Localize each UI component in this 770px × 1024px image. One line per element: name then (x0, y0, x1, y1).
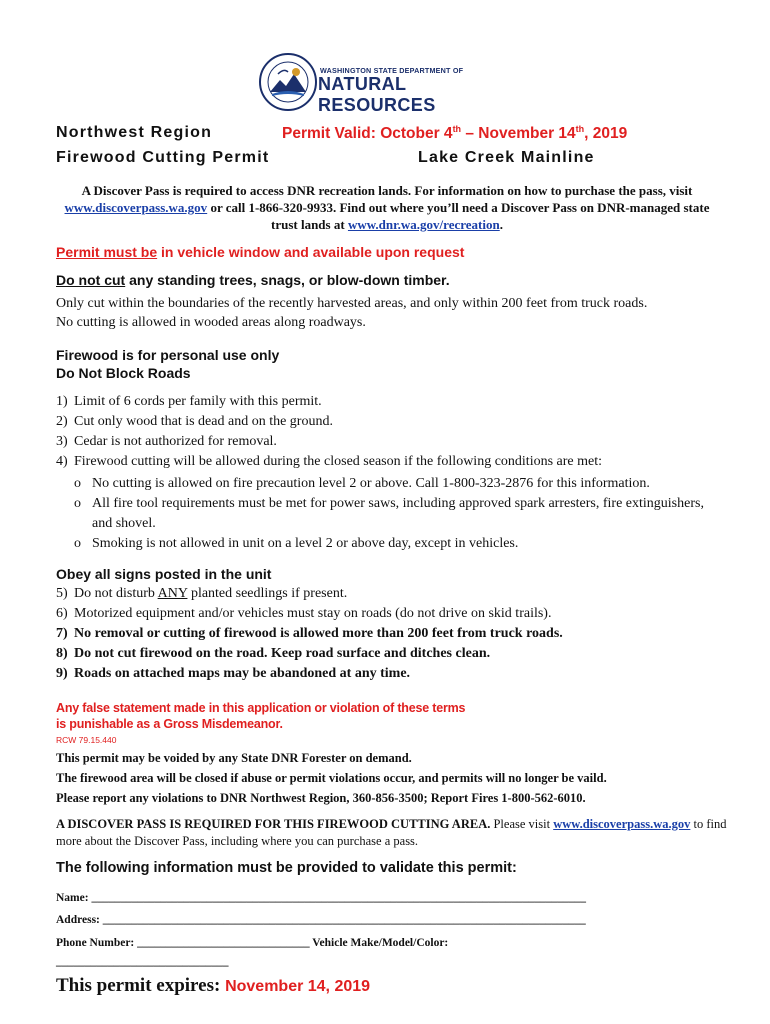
expiration-date: November 14, 2019 (225, 978, 371, 995)
region-title: Northwest Region (56, 124, 213, 141)
phone-vehicle-field[interactable]: Phone Number: ______________________________ Vehicle Make/Model/Color: (56, 937, 449, 949)
no-cut-heading: Do not cut any standing trees, snags, or blow-down timber. (56, 272, 450, 288)
list-item: 3) Cedar is not authorized for removal. (56, 434, 277, 449)
permit-valid-dates: Permit Valid: October 4th – November 14th, 2019 (282, 124, 628, 143)
obey-signs-heading: Obey all signs posted in the unit (56, 566, 272, 582)
list-item: o All fire tool requirements must be met for power saws, including approved spark arresters, fire extinguishers, and shovel. (74, 496, 704, 531)
unit-rules-list (56, 584, 736, 684)
list-item: 8) Do not cut firewood on the road. Keep road surface and ditches clean. (56, 646, 491, 661)
closed-season-conditions (74, 474, 714, 554)
vehicle-field-line[interactable]: ______________________________ (56, 956, 229, 968)
dnr-recreation-link[interactable]: www.dnr.wa.gov/recreation (347, 217, 500, 232)
list-item: 4) Firewood cutting will be allowed during the closed season if the following conditions are met: (56, 454, 603, 469)
department-label: WASHINGTON STATE DEPARTMENT OF (320, 66, 464, 75)
location-title: Lake Creek Mainline (418, 149, 595, 166)
list-item: o Smoking is not allowed in unit on a level 2 or above day, except in vehicles. (74, 536, 519, 551)
validation-heading: The following information must be provided to validate this permit: (56, 860, 517, 876)
discover-pass-required: A DISCOVER PASS IS REQUIRED FOR THIS FIREWOOD CUTTING AREA. Please visit www.discoverpass.wa.gov to find more about the Discover Pass, including where you can purchase a pass. (56, 817, 727, 848)
list-item: 7) No removal or cutting of firewood is allowed more than 200 feet from truck roads. (56, 626, 563, 641)
voided-notice: This permit may be voided by any State DNR Forester on demand. The firewood area will be closed if abuse or permit violations occur, and permits will no longer be vaild. Please report any violations to DNR Northwest Region, 360-856-3500; Report Fires 1-800-562-6010. (56, 751, 607, 805)
window-notice: Permit must be in vehicle window and available upon request (56, 244, 465, 260)
name-field[interactable]: Name: ______________________________________________________________________________________ (56, 892, 586, 904)
discoverpass-link-2[interactable]: www.discoverpass.wa.gov (553, 817, 691, 831)
list-item: 5) Do not disturb ANY planted seedlings if present. (56, 586, 348, 601)
permit-expiration: This permit expires: November 14, 2019 (56, 975, 371, 996)
list-item: 1) Limit of 6 cords per family with this permit. (56, 394, 322, 409)
address-field[interactable]: Address: ____________________________________________________________________________________ (56, 914, 586, 926)
no-cut-details: Only cut within the boundaries of the recently harvested areas, and only within 200 feet from truck roads. No cutting is allowed in wooded areas along roadways. (56, 296, 648, 330)
list-item: 2) Cut only wood that is dead and on the ground. (56, 414, 333, 429)
list-item: 6) Motorized equipment and/or vehicles must stay on roads (do not drive on skid trails). (56, 606, 552, 621)
list-item: 9) Roads on attached maps may be abandoned at any time. (56, 666, 411, 681)
discover-pass-notice: A Discover Pass is required to access DNR recreation lands. For information on how to purchase the pass, visit www.discoverpass.wa.gov or call 1-866-320-9933. Find out where you’ll need a Discover Pass on DNR-managed state trust lands at www.dnr.wa.gov/recreation. (64, 183, 710, 232)
personal-use-heading: Firewood is for personal use only Do Not Block Roads (56, 347, 280, 381)
permit-type-title: Firewood Cutting Permit (56, 149, 270, 166)
discoverpass-link[interactable]: www.discoverpass.wa.gov (64, 200, 208, 215)
dnr-seal-icon (258, 52, 318, 112)
rules-list (56, 392, 736, 472)
list-item: o No cutting is allowed on fire precaution level 2 or above. Call 1-800-323-2876 for this information. (74, 476, 650, 491)
dnr-logo (258, 52, 528, 114)
rcw-citation: RCW 79.15.440 (56, 735, 117, 745)
department-name: NATURAL RESOURCES (318, 74, 436, 115)
misdemeanor-warning: Any false statement made in this application or violation of these terms is punishable as a Gross Misdemeanor. (56, 701, 466, 731)
